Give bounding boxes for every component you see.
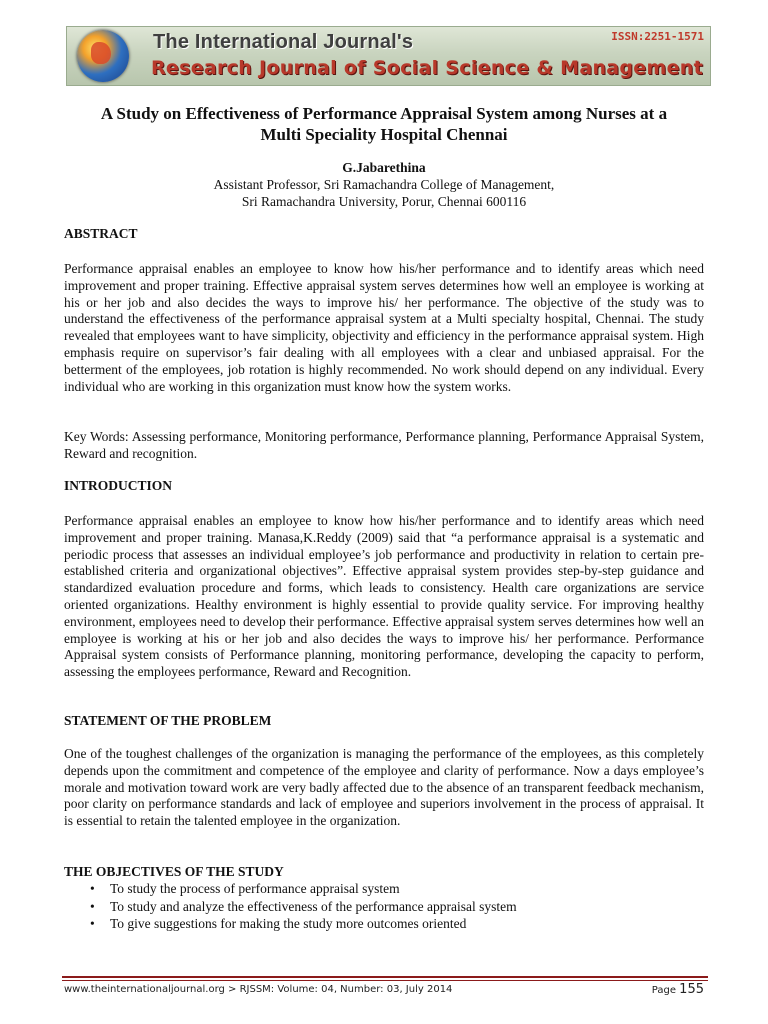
footer-rule-thin [62,980,708,981]
paper-title-line1: A Study on Effectiveness of Performance Appraisal System among Nurses at a [100,104,668,123]
affiliation-line1: Assistant Professor, Sri Ramachandra College of Management, [213,177,555,192]
footer-rule [62,976,708,978]
list-item: • To give suggestions for making the study more outcomes oriented [110,915,704,933]
affiliation-line2: Sri Ramachandra University, Porur, Chennai 600116 [241,194,527,209]
issn-number: ISSN:2251-1571 [611,30,704,43]
footer-citation: www.theinternationaljournal.org > RJSSM: Volume: 04, Number: 03, July 2014 [64,984,453,995]
abstract-text: Performance appraisal enables an employee to know how his/her performance and to identify areas which need improvement and proper training. Effective appraisal system serves determines how well an employee is working at his or her job and also decides the ways to improve his/ her performance. The objective of the study was to understand the effectiveness of the performance appraisal system at a Multi specialty hospital, Chennai. The study revealed that employees want to have simplicity, objectivity and efficiency in the performance appraisal system. High emphasis require on supervisor’s fair dealing with all employees with a clear and unbiased appraisal. For the betterment of the employees, job rotation is highly recommended. No work should depend on any individual. Every individual who are working in this organization must know how the system works. [64,261,704,394]
problem-heading: STATEMENT OF THE PROBLEM [64,713,272,728]
journal-title: The International Journal's [153,31,414,53]
abstract-heading: ABSTRACT [64,226,138,241]
objectives-list [64,880,704,933]
list-item: • To study the process of performance appraisal system [110,880,704,898]
problem-text: One of the toughest challenges of the organization is managing the performance of the employees, as this completely depends upon the commitment and competence of the employee and clarity of performance. Now a days employee’s morale and motivation toward work are very badly affected due to the absence of an transparent feedback mechanism, poor clarity on performance standards and lack of employee and superiors involvement in the process of appraisal. It is essential to retain the talented employee in the organization. [64,746,704,829]
journal-banner [66,26,711,86]
list-item: • To study and analyze the effectiveness of the performance appraisal system [110,898,704,916]
objectives-heading: THE OBJECTIVES OF THE STUDY [64,864,284,879]
paper-title [40,103,728,145]
journal-subtitle: Research Journal of Social Science & Management [151,57,703,79]
page-number-block [652,982,704,997]
author-affiliation [40,176,728,210]
introduction-text: Performance appraisal enables an employee to know how his/her performance and to identify areas which need improvement and proper training. Manasa,K.Reddy (2009) said that “a performance appraisal is a systematic and periodic process that assesses an individual employee’s job performance and productivity in relation to certain pre-established criteria and organizational objectives”. Effective appraisal system provides step-by-step guidance and standardized evaluation procedure and forms, which leads to consistency. Health care organizations are service oriented organizations. Healthy environment is highly essential to provide quality service. For improving healthy environment, employees need to develop their performance. Effective appraisal system serves determines how well an employee is working at his or her job and also decides the ways to improve his/ her performance. Performance Appraisal system consists of Performance planning, monitoring performance, developing the capacity to perform, assessing the employees performance, Reward and Recognition. [64,513,704,680]
page-number: 155 [679,982,704,997]
paper-title-line2: Multi Speciality Hospital Chennai [260,125,508,144]
introduction-heading: INTRODUCTION [64,478,173,493]
page-label: Page [651,985,676,996]
globe-icon [77,30,129,82]
keywords-text: Key Words: Assessing performance, Monitoring performance, Performance planning, Performance Appraisal System, Reward and recognition. [64,429,704,461]
author-name: G.Jabarethina [342,160,426,175]
objectives-section [64,864,704,933]
